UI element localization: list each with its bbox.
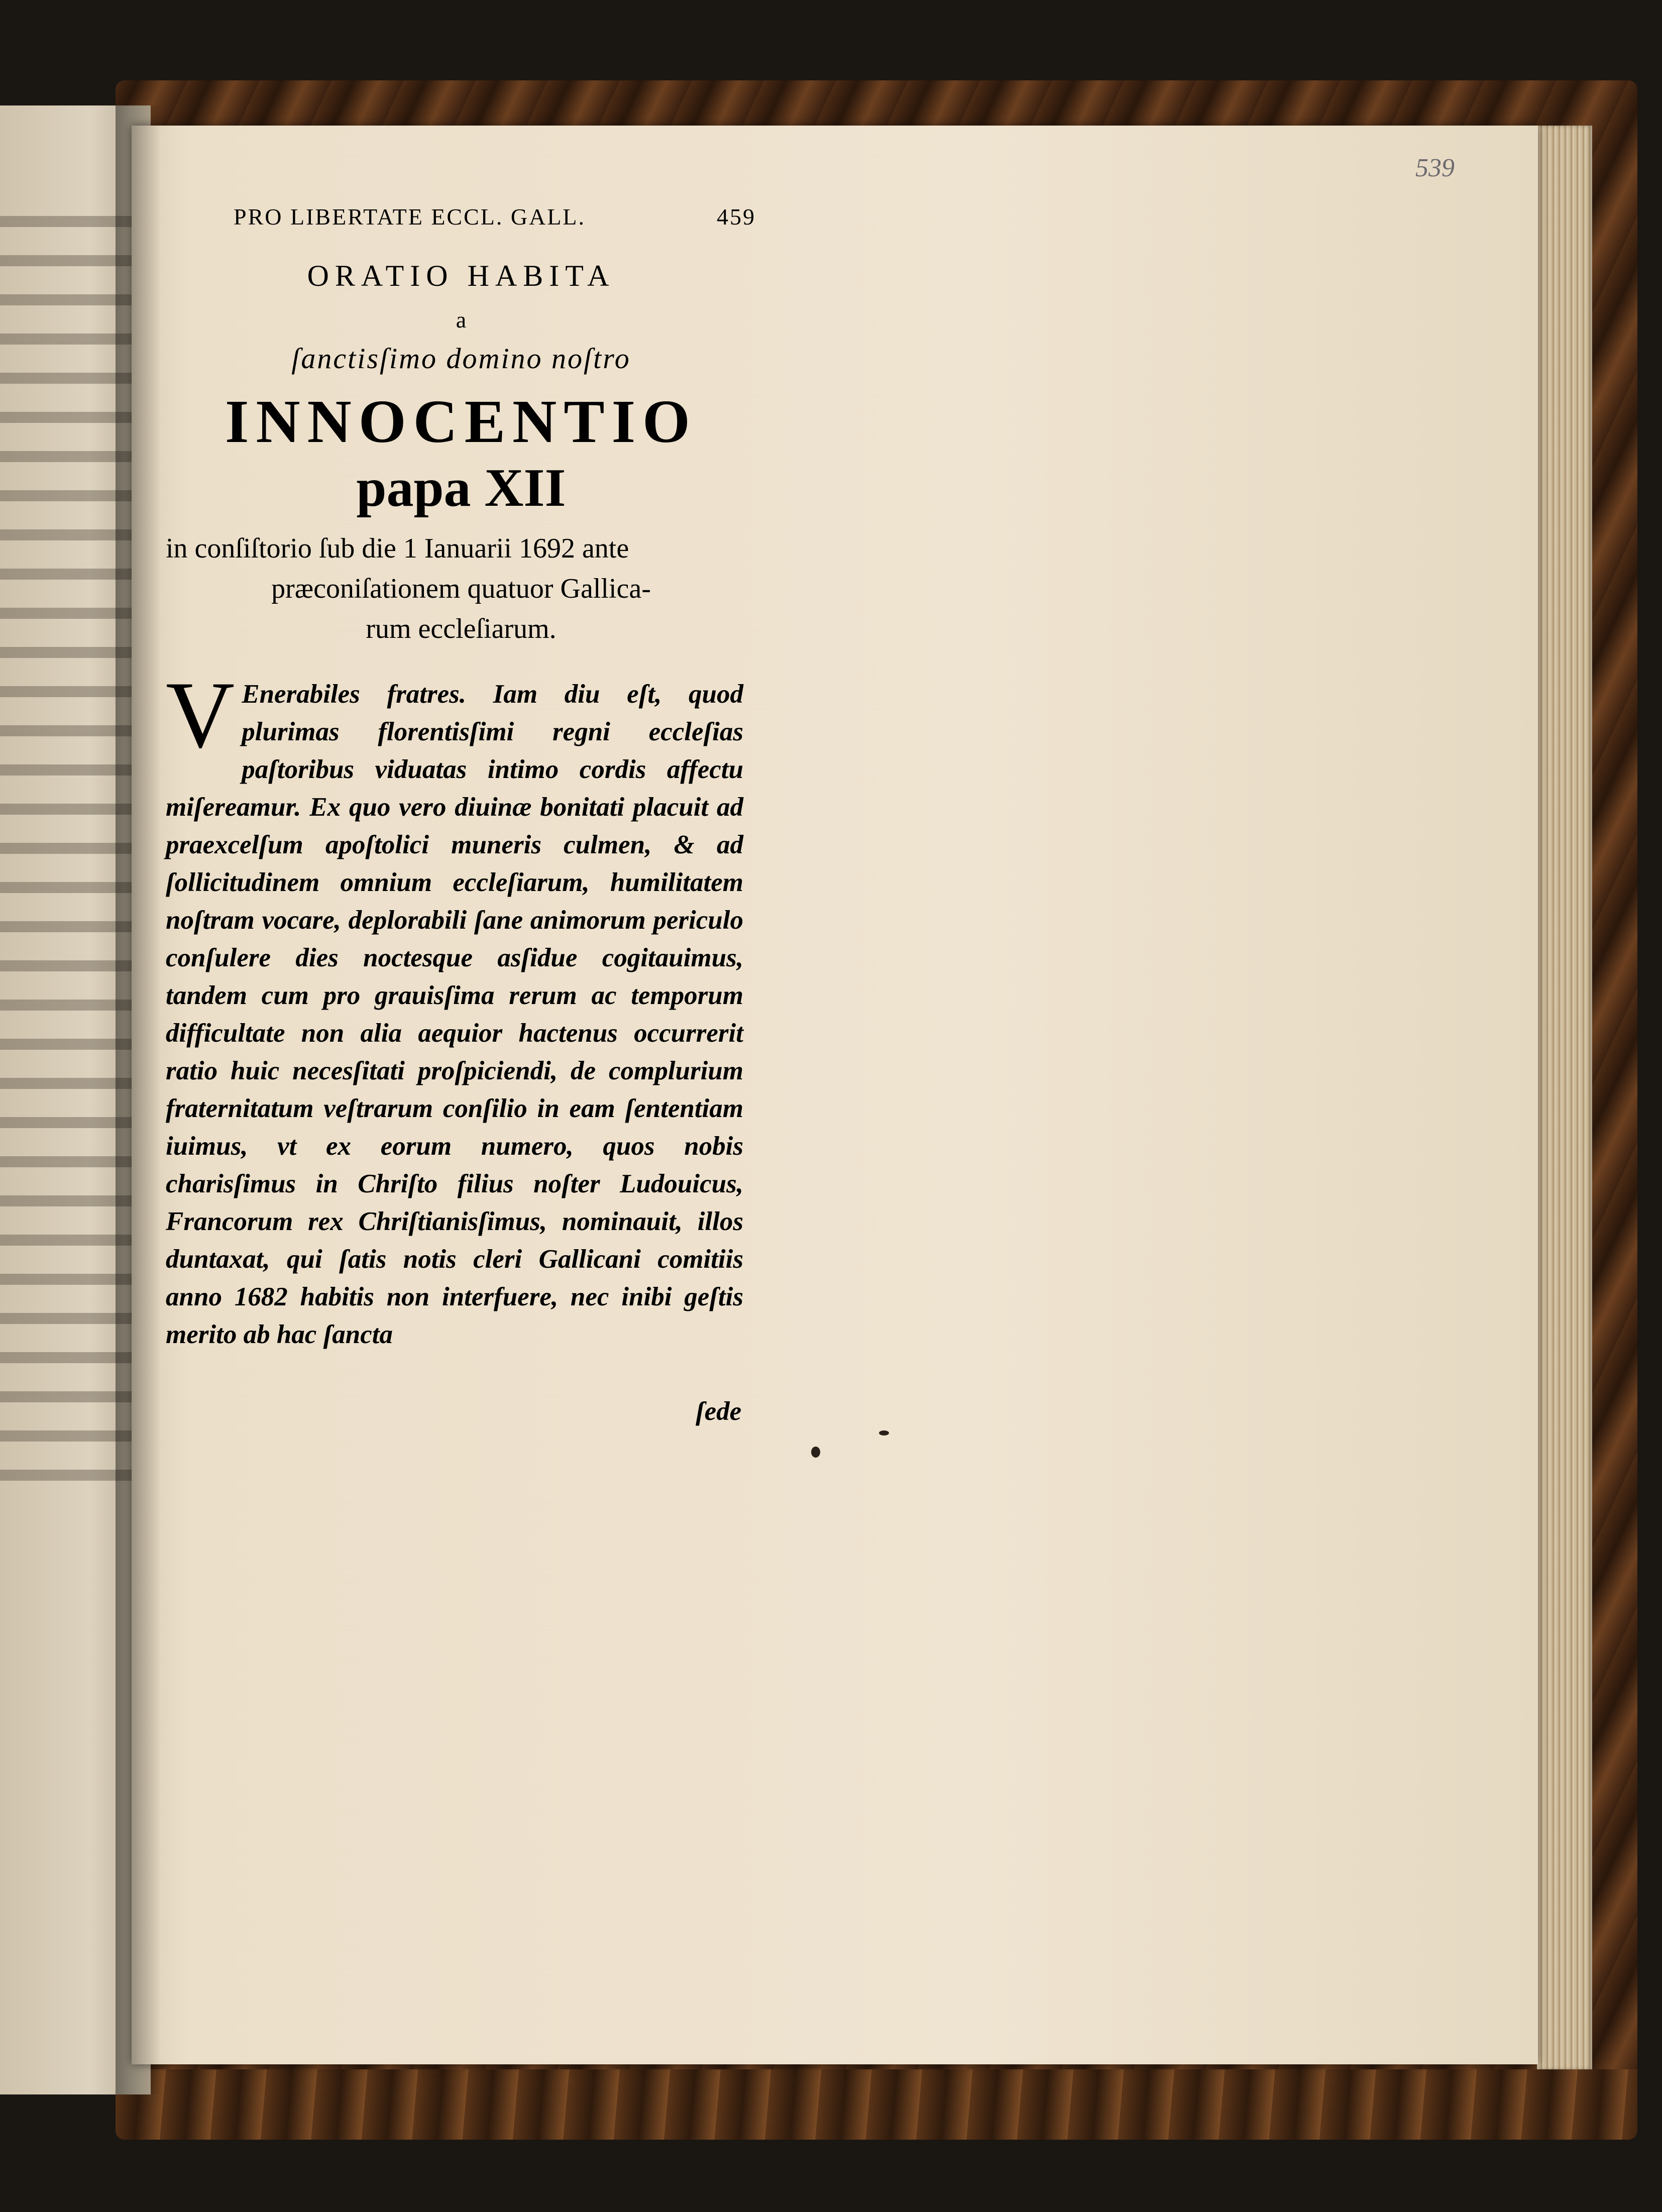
drop-cap: V [166, 662, 235, 768]
heading-line-3: ſanctisſimo domino noſtro [291, 342, 631, 375]
running-head-title: PRO LIBERTATE ECCL. GALL. [234, 204, 586, 230]
subheading-line-1: in conſiſtorio ſub die 1 Ianuarii 1692 ante [166, 533, 629, 564]
subheading-line-3: rum eccleſiarum. [366, 613, 557, 644]
page-edges [1537, 126, 1592, 2069]
body-paragraph: Enerabiles fratres. Iam diu eſt, quod plurimas florentisſimi regni eccleſias paſtoribus viduatas intimo cordis affectu miſereamur. Ex quo vero diuinæ bonitati placuit ad praexcelſum apoſtolici muneris culmen, & ad ſollicitudinem omnium eccleſiarum, humilitatem noſtram vocare, deplorabili ſane animorum periculo conſulere dies noctesque asſidue cogitauimus, tandem cum pro grauisſima rerum ac temporum difficultate non alia aequior hactenus occurrerit ratio huic necesſitati proſpiciendi, de complurium fraternitatum veſtrarum conſilio in eam ſententiam iuimus, vt ex eorum numero, quos nobis charisſimus in Chriſto filius noſter Ludouicus, Francorum rex Chriſtianisſimus, nominauit, illos duntaxat, qui ſatis notis cleri Gallicani comitiis anno 1682 habitis non interfuere, nec inibi geſtis merito ab hac ſancta [166, 680, 743, 1349]
catchword: ſede [696, 1397, 742, 1426]
ink-speck [879, 1430, 889, 1435]
body-text [166, 662, 743, 1354]
page-number: 459 [717, 204, 756, 230]
heading-line-2: a [456, 307, 467, 333]
gutter-shadow [116, 105, 161, 2094]
heading-line-1: ORATIO HABITA [307, 259, 615, 292]
ink-speck [811, 1447, 820, 1458]
heading-innocentio: INNOCENTIO [225, 388, 697, 456]
folio-annotation: 539 [1415, 154, 1455, 182]
heading-papa: papa XII [356, 458, 566, 518]
book-cover-bottom [116, 2069, 1637, 2140]
subheading-line-2: præconiſationem quatuor Gallica- [271, 573, 651, 604]
running-head [234, 203, 756, 234]
